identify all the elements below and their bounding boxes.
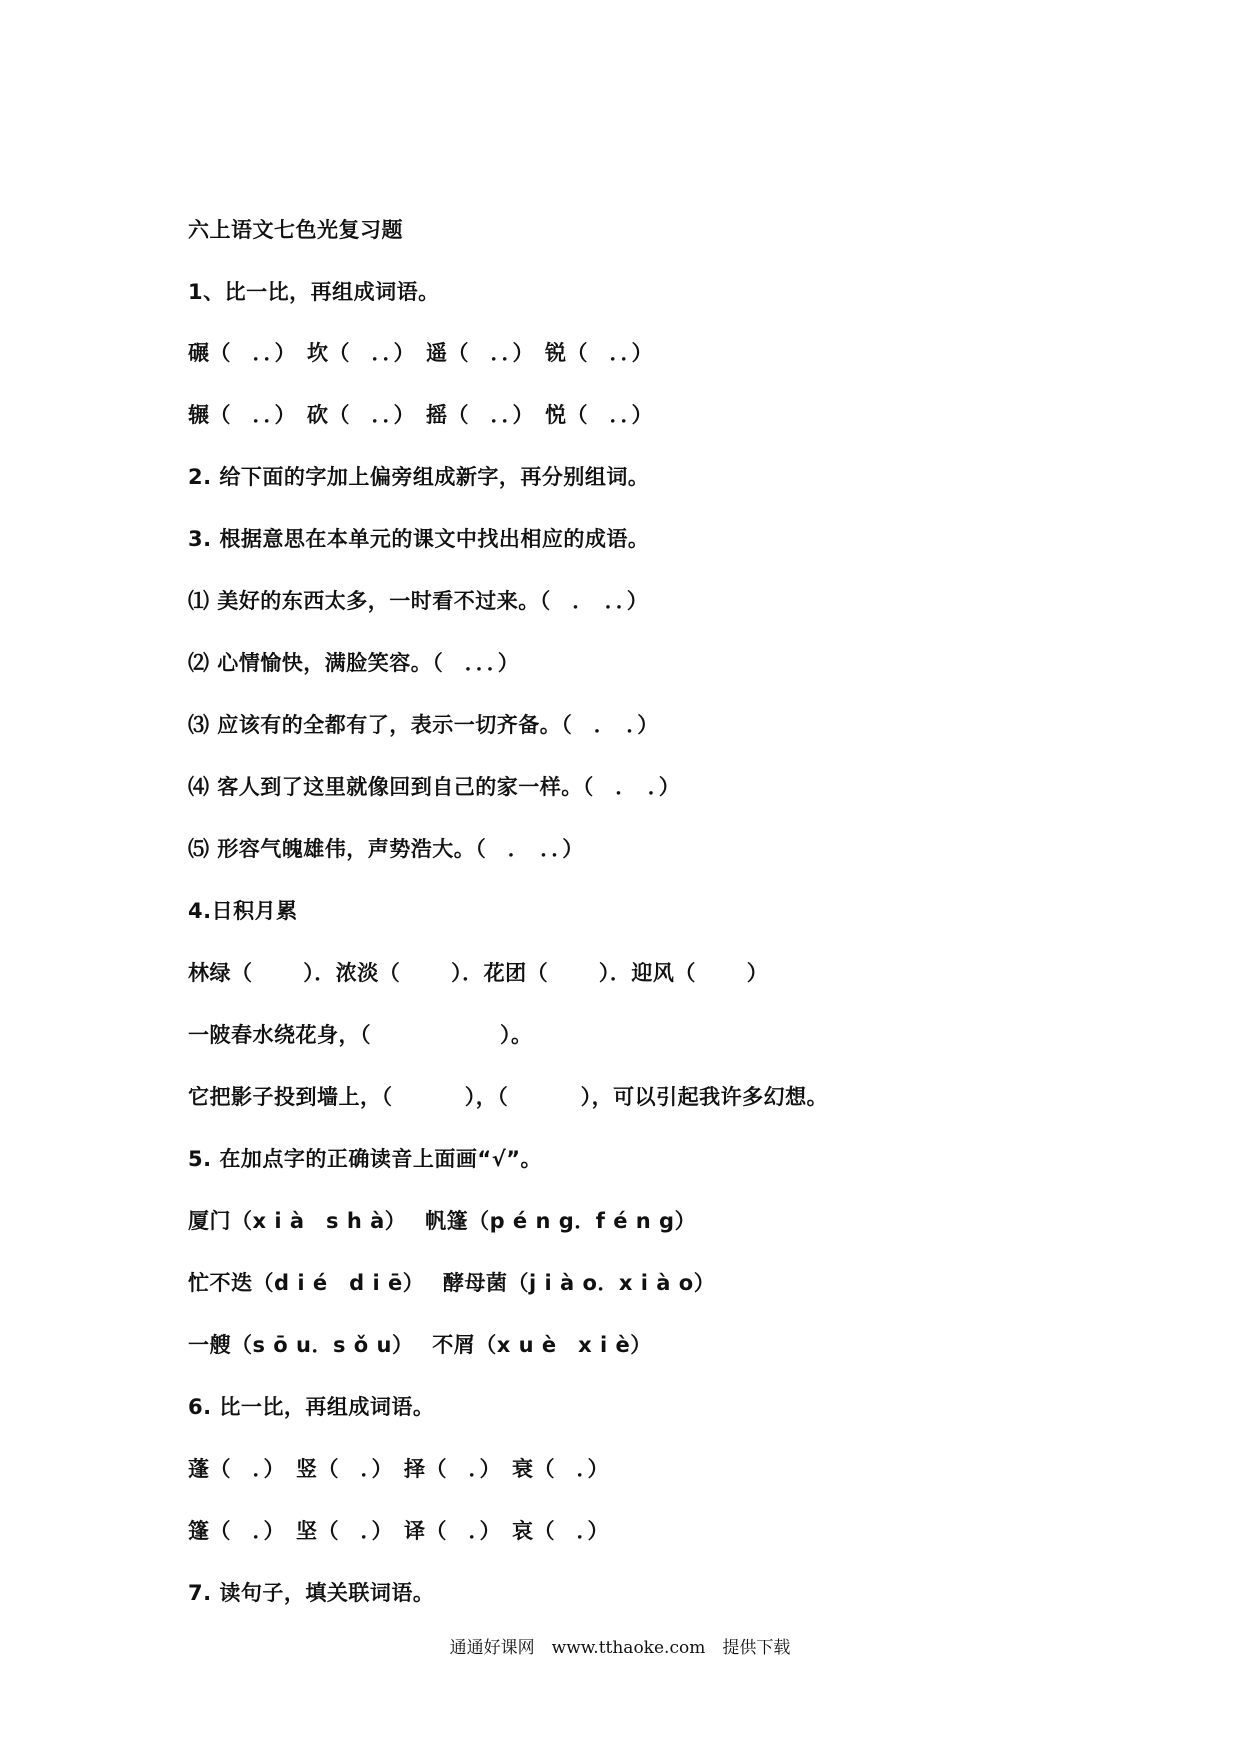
question-6-row-1: 蓬（ ．） 竖（ ．） 择（ ．） 衰（ ．） — [188, 1457, 609, 1481]
question-5-row-1: 厦门（x i à s h à） 帆篷（p é n g．f é n g） — [188, 1209, 697, 1233]
question-3-item-4: ⑷ 客人到了这里就像回到自己的家一样。（ ． ．） — [188, 775, 681, 799]
question-4-row-3: 它把影子投到墙上，（ ），（ ），可以引起我许多幻想。 — [188, 1085, 829, 1109]
question-6-heading: 6. 比一比，再组成词语。 — [188, 1395, 435, 1419]
question-2-heading: 2. 给下面的字加上偏旁组成新字，再分别组词。 — [188, 465, 650, 489]
question-4-row-1: 林绿（ ）．浓淡（ ）．花团（ ）．迎风（ ） — [188, 961, 769, 985]
document-title: 六上语文七色光复习题 — [188, 218, 403, 242]
question-7-heading: 7. 读句子，填关联词语。 — [188, 1581, 435, 1605]
question-5-row-3: 一艘（s ō u．s ǒ u） 不屑（x u è x i è） — [188, 1333, 652, 1357]
question-5-row-2: 忙不迭（d i é d i ē） 酵母菌（j i à o．x i à o） — [188, 1271, 716, 1295]
question-1-row-2: 辗（ ．．） 砍（ ．．） 摇（ ．．） 悦（ ．．） — [188, 403, 653, 427]
question-4-row-2: 一陂春水绕花身，（ ）。 — [188, 1023, 533, 1047]
question-4-heading: 4.日积月累 — [188, 899, 298, 923]
question-6-row-2: 篷（ ．） 坚（ ．） 译（ ．） 哀（ ．） — [188, 1519, 609, 1543]
question-3-heading: 3. 根据意思在本单元的课文中找出相应的成语。 — [188, 527, 650, 551]
question-3-item-2: ⑵ 心情愉快，满脸笑容。（ ．．．） — [188, 651, 520, 675]
question-3-item-1: ⑴ 美好的东西太多，一时看不过来。（ ． ．．） — [188, 589, 649, 613]
page-footer: 通通好课网 www.tthaoke.com 提供下载 — [449, 1638, 791, 1658]
question-5-heading: 5. 在加点字的正确读音上面画“√”。 — [188, 1147, 543, 1171]
question-3-item-5: ⑸ 形容气魄雄伟，声势浩大。（ ． ．．） — [188, 837, 584, 861]
question-3-item-3: ⑶ 应该有的全都有了，表示一切齐备。（ ． ．） — [188, 713, 659, 737]
question-1-heading: 1、比一比，再组成词语。 — [188, 280, 440, 304]
question-1-row-1: 碾（ ．．） 坎（ ．．） 遥（ ．．） 锐（ ．．） — [188, 341, 653, 365]
